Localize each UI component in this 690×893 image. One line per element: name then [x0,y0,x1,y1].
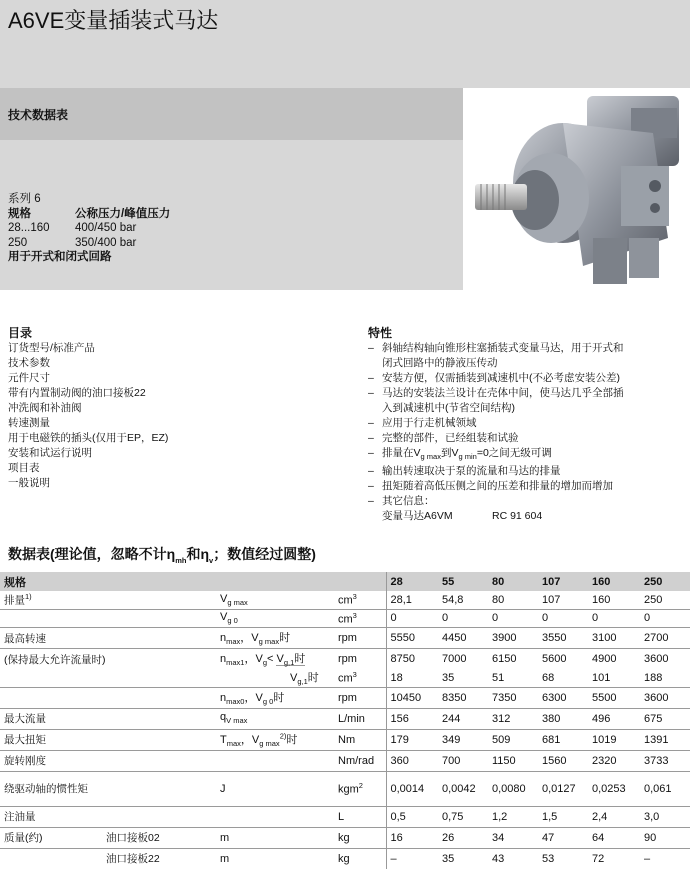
table-cell: 380 [538,708,588,729]
table-cell: 28,1 [386,591,438,609]
table-cell: $n_{max1}$，$V_g< V_{g,1}$时 [216,649,334,670]
table-cell: 179 [386,729,438,750]
table-cell: $n_{max}$，$V_g$ $_{max}$时 [216,628,334,649]
series-block [8,192,170,265]
table-cell: 0,0080 [488,771,538,806]
table-cell: kg [334,848,386,869]
table-cell: 8350 [438,687,488,708]
table-cell: 2320 [588,750,640,771]
spec-size: 250 [8,236,28,249]
table-cell: 34 [488,827,538,848]
table-cell: 5500 [588,687,640,708]
table-cell: 1150 [488,750,538,771]
table-cell: 68 [542,671,555,684]
table-cell: 3600 [640,649,690,670]
table-cell: $q_{V max}$ [216,708,334,729]
table-cell: 1,5 [538,806,588,827]
spec-pressure: 400/450 bar [75,222,137,234]
table-cell: 80 [492,593,505,606]
table-cell: 160 [592,593,611,606]
contents-item[interactable]: 一般说明 [8,477,50,489]
table-cell: 3600 [640,687,690,708]
feature-text: 马达的安装法兰设计在壳体中间，使马达几乎全部插 [382,387,624,399]
table-cell: 2,4 [588,806,640,827]
table-cell: 107 [542,593,561,606]
table-cell: 3733 [640,750,690,771]
table-cell: 最高转速 [0,628,216,649]
table-row [0,687,690,708]
table-row [0,609,690,628]
table-cell: 6150 [488,649,538,670]
table-cell: 360 [386,750,438,771]
table-cell: 旋转刚度 [0,750,216,771]
table-cell: 0 [538,609,588,628]
table-cell: L [334,806,386,827]
spec-header-pressure: 公称压力/峰值压力 [75,207,171,220]
table-row [0,827,690,848]
table-cell: m [216,848,334,869]
motor-image [463,88,690,290]
table-cell: $cm^3$ [338,592,357,608]
feature-item: – 扭矩随着高低压侧之间的压差和排量的增加而增加 [368,480,613,493]
contents-list [8,326,168,491]
table-cell: – [640,848,690,869]
table-cell: 3550 [538,628,588,649]
page-title: A6VE变量插装式马达 [8,8,219,33]
table-cell: (保持最大允许流量时) [0,649,216,670]
table-cell [0,609,216,628]
table-cell: 43 [488,848,538,869]
table-cell [216,750,334,771]
size-col: 160 [588,572,640,591]
table-cell: $V_{g,1}$时 [290,672,319,687]
table-cell: 0 [640,609,690,628]
table-cell: 101 [592,671,611,684]
table-cell: 681 [538,729,588,750]
table-cell: 53 [538,848,588,869]
spec-header-size: 规格 [8,207,31,220]
table-cell: 0 [588,609,640,628]
spec-size: 28...160 [8,222,50,234]
spec-row [8,236,170,251]
table-cell: 8750 [386,649,438,670]
table-cell: $cm^3$ [338,670,357,686]
feature-text: 扭矩随着高低压侧之间的压差和排量的增加而增加 [382,480,613,493]
table-cell: 18 [386,669,438,687]
contents-item[interactable]: 订货型号/标准产品 [8,342,95,354]
table-cell: 0,5 [386,806,438,827]
table-cell: 51 [492,671,505,684]
table-cell: 700 [438,750,488,771]
table-row [0,708,690,729]
contents-heading: 目录 [8,326,33,340]
circuit-label: 用于开式和闭式回路 [8,251,112,263]
table-cell: 0,061 [640,771,690,806]
table-cell: kgm$^2$ [334,771,386,806]
table-cell: 16 [386,827,438,848]
feature-item: – 安装方便，仅需插装到减速机中(不必考虑安装公差) [368,372,620,384]
subtitle-band [0,88,463,140]
contents-item[interactable]: 带有内置制动阀的油口接板22 [8,387,146,399]
motor-illustration-icon [463,88,690,290]
table-cell: 3900 [488,628,538,649]
contents-item[interactable]: 元件尺寸 [8,372,50,384]
data-table [0,572,690,869]
size-col: 250 [640,572,690,591]
table-cell: 496 [588,708,640,729]
table-cell: – [386,848,438,869]
contents-item[interactable]: 转速测量 [8,417,50,429]
table-cell: 5600 [538,649,588,670]
features-heading: 特性 [368,326,393,340]
table-row [0,628,690,649]
table-row [0,649,690,670]
table-cell: Nm [334,729,386,750]
table-header-row [0,572,690,591]
table-row [0,848,690,869]
contents-item[interactable]: 冲洗阀和补油阀 [8,402,82,414]
table-cell: $V_g$ $_{max}$ [220,592,248,607]
table-cell: 0 [386,609,438,628]
table-cell [0,848,102,869]
table-cell: 1391 [640,729,690,750]
table-cell: J [216,771,334,806]
table-cell: rpm [334,628,386,649]
table-cell: m [216,827,334,848]
table-cell: 188 [644,671,663,684]
table-cell: 绕驱动轴的惯性矩 [0,771,216,806]
feature-text: 入到减速机中(节省空间结构) [382,402,515,414]
table-cell: 4450 [438,628,488,649]
table-cell: 3100 [588,628,640,649]
table-row [0,729,690,750]
table-cell: Nm/rad [334,750,386,771]
feature-text: 其它信息： [382,495,435,508]
table-row [0,771,690,806]
table-cell: 35 [442,671,455,684]
table-cell: 0,0014 [386,771,438,806]
table-cell: 5550 [386,628,438,649]
feature-item: – 其它信息： 变量马达A6VM RC 91 604 [368,495,543,523]
table-cell [0,687,216,708]
feature-link[interactable]: RC 91 604 [492,510,543,523]
size-col: 55 [438,572,488,591]
table-cell: 47 [538,827,588,848]
table-cell: $n_{max0}$，$V_{g 0}$时 [216,687,334,708]
table-cell: L/min [334,708,386,729]
size-col: 107 [538,572,588,591]
features-list [368,326,688,524]
contents-item[interactable]: 技术参数 [8,357,50,369]
table-cell: 0 [488,609,538,628]
table-row [0,669,690,687]
feature-item: – 斜轴结构轴向锥形柱塞插装式变量马达，用于开式和 闭式回路中的静液压传动 [368,342,624,369]
table-cell: 509 [488,729,538,750]
table-cell: $V_{g 0}$ [216,609,334,628]
contents-item[interactable]: 项目表 [8,462,40,474]
table-row [0,750,690,771]
feature-text: 排量在$V_{g max}$到$V_{g min}=0$之间无级可调 [382,447,552,462]
table-cell: 0,0127 [538,771,588,806]
table-title: 数据表(理论值，忽略不计$\eta_{mh}$和$\eta_v$；数值经过圆整) [8,546,316,565]
feature-item: – 应用于行走机械领域 [368,417,477,429]
table-cell: 244 [438,708,488,729]
table-cell: 26 [438,827,488,848]
feature-text: 安装方便，仅需插装到减速机中(不必考虑安装公差) [382,372,620,384]
table-cell: 2700 [640,628,690,649]
contents-item[interactable]: 用于电磁铁的插头(仅用于EP，EZ) [8,432,169,444]
table-cell: 0,0253 [588,771,640,806]
table-cell: 最大扭矩 [0,729,216,750]
table-cell: kg [334,827,386,848]
feature-item: – 排量在$V_{g max}$到$V_{g min}=0$之间无级可调 [368,446,688,464]
spec-row [8,221,170,236]
table-cell: rpm [334,687,386,708]
spec-pressure: 350/400 bar [75,236,137,249]
table-cell: 质量(约) [0,827,102,848]
table-cell: 油口接板22 [102,848,216,869]
feature-text: 完整的部件，已经组装和试验 [382,432,519,444]
contents-item[interactable]: 安装和试运行说明 [8,447,92,459]
table-cell: $T_{max}$，$V_g$ $_{max}^{2)}$时 [216,729,334,750]
table-cell: 1019 [588,729,640,750]
table-cell: 90 [640,827,690,848]
table-cell: 35 [438,848,488,869]
table-cell: rpm [334,649,386,670]
table-cell: 0,0042 [438,771,488,806]
table-cell: 7350 [488,687,538,708]
table-cell: 675 [640,708,690,729]
table-cell: 0 [438,609,488,628]
table-cell: 油口接板02 [102,827,216,848]
feature-text: 应用于行走机械领域 [382,417,477,429]
feature-text: 输出转速取决于泵的流量和马达的排量 [382,465,561,478]
page-subtitle: 技术数据表 [8,108,69,122]
table-cell: 349 [438,729,488,750]
size-col: 80 [488,572,538,591]
table-cell: 0,75 [438,806,488,827]
table-row [0,806,690,827]
table-cell: 1,2 [488,806,538,827]
table-cell: $cm^3$ [334,609,386,628]
table-cell: 排量$^{1)}$ [4,592,32,607]
spec-header-row [8,207,170,222]
feature-text: 斜轴结构轴向锥形柱塞插装式变量马达，用于开式和 [382,342,624,354]
series-label: 系列 6 [8,193,41,205]
table-cell: 54,8 [442,593,464,606]
table-row [0,591,690,609]
table-cell: 64 [588,827,640,848]
table-cell: 3,0 [640,806,690,827]
table-cell: 1560 [538,750,588,771]
feature-item: – 马达的安装法兰设计在壳体中间，使马达几乎全部插 入到减速机中(节省空间结构) [368,387,624,414]
feature-text: 变量马达A6VM [382,510,453,523]
table-cell [216,806,334,827]
feature-item: – 完整的部件，已经组装和试验 [368,432,519,444]
table-cell [0,669,216,687]
table-cell: 72 [588,848,640,869]
feature-item: – 输出转速取决于泵的流量和马达的排量 [368,465,561,478]
table-cell: 6300 [538,687,588,708]
table-cell: 10450 [386,687,438,708]
table-cell: 注油量 [0,806,216,827]
size-col: 28 [386,572,438,591]
table-cell: 250 [644,593,663,606]
table-cell: 156 [386,708,438,729]
table-cell: 最大流量 [0,708,216,729]
table-cell: 4900 [588,649,640,670]
table-cell: 7000 [438,649,488,670]
table-cell: 312 [488,708,538,729]
feature-text: 闭式回路中的静液压传动 [382,357,498,369]
header-label: 规格 [0,572,386,591]
